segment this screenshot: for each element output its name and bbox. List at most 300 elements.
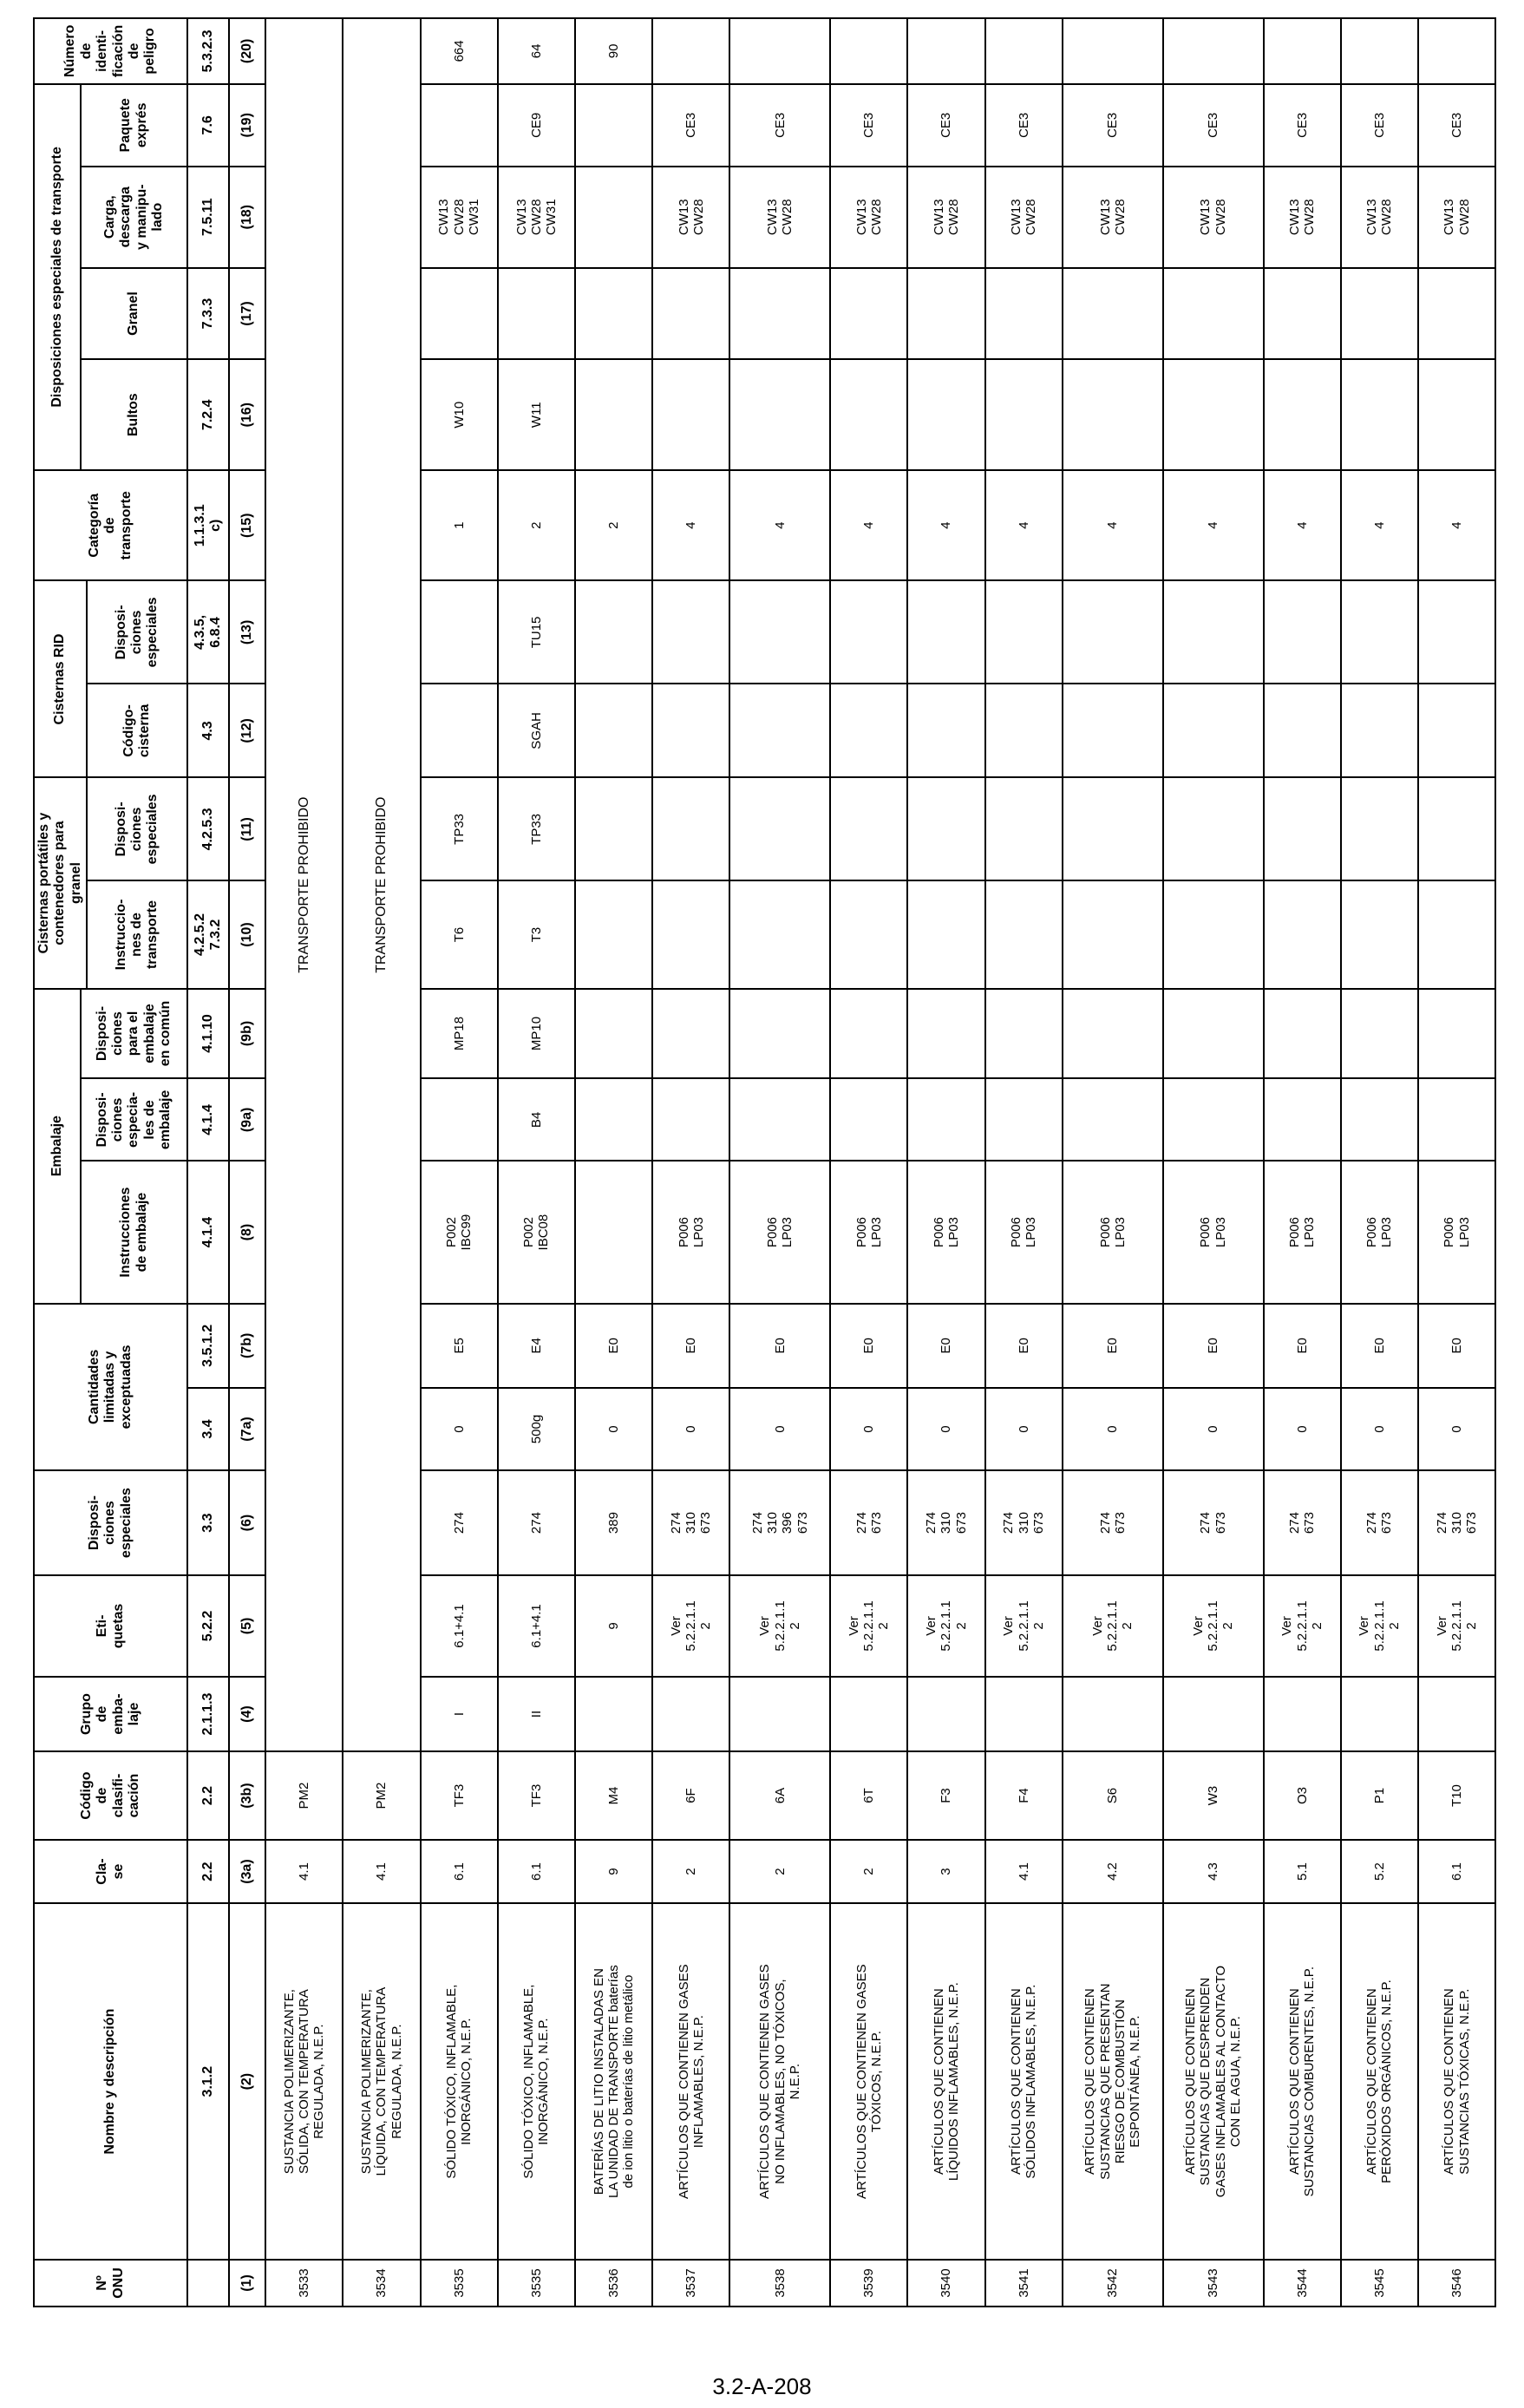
cell-c18: CW13 CW28 [830,167,907,268]
cell-etiquetas: Ver 5.2.2.1.1 2 [830,1575,907,1677]
cell-c8: P006 LP03 [907,1161,984,1303]
cell-c8: P006 LP03 [1063,1161,1163,1303]
cell-c19: CE3 [1163,84,1264,167]
cell-grupo [1418,1677,1495,1751]
header-paquete: Paquete exprés [81,84,187,167]
cell-c15: 4 [1163,470,1264,581]
cell-c15: 4 [907,470,984,581]
reference-cell: 7.6 [187,84,229,167]
page-number: 3.2-A-208 [712,2373,812,2399]
class-cell: 6.1 [498,1840,575,1903]
un-number-cell: 3533 [265,2260,343,2307]
cell-c10 [985,880,1063,988]
cell-c9a [421,1078,498,1161]
un-number-cell: 3541 [985,2260,1063,2307]
classification-code-cell: O3 [1264,1751,1341,1840]
cell-c9b [652,989,729,1079]
column-number-cell: (19) [229,84,265,167]
cell-c9a [907,1078,984,1161]
classification-code-cell: M4 [575,1751,652,1840]
cell-c12 [830,684,907,777]
cell-c7a: 0 [985,1388,1063,1470]
cell-c8: P006 LP03 [729,1161,830,1303]
cell-etiquetas: Ver 5.2.2.1.1 2 [907,1575,984,1677]
table-row [985,18,1063,2307]
cell-c16 [729,359,830,470]
cell-c7b: E0 [830,1304,907,1388]
classification-code-cell: TF3 [498,1751,575,1840]
cell-c18: CW13 CW28 [1418,167,1495,268]
header-embalaje: Embalaje [34,989,81,1304]
cell-c13: TU15 [498,581,575,684]
rotated-table-wrapper [33,17,1490,2307]
un-number-cell: 3545 [1341,2260,1418,2307]
table-row [1418,18,1495,2307]
reference-cell: 4.2.5.3 [187,777,229,880]
cell-disp: 274 673 [1063,1470,1163,1575]
cell-disp: 274 673 [830,1470,907,1575]
cell-c13 [421,581,498,684]
table-row [265,18,343,2307]
cell-c12 [1418,684,1495,777]
class-cell: 2 [729,1840,830,1903]
cell-c9a [575,1078,652,1161]
cell-c8: P006 LP03 [985,1161,1063,1303]
cell-grupo: II [498,1677,575,1751]
header-disp-cisterna: Disposi- ciones especiales [87,777,187,880]
cell-c16 [1264,359,1341,470]
header-disp-comun: Disposi- ciones para el embalaje en común [81,989,187,1079]
cell-c9b [1163,989,1264,1079]
cell-c17 [1063,268,1163,360]
cell-c9b [1264,989,1341,1079]
table-row [498,18,575,2307]
cell-disp: 274 673 [1264,1470,1341,1575]
classification-code-cell: F3 [907,1751,984,1840]
cell-c11 [1418,777,1495,880]
class-cell: 2 [830,1840,907,1903]
cell-disp: 274 310 673 [985,1470,1063,1575]
cell-c13 [830,581,907,684]
header-grupo: Grupo de emba- laje [34,1677,187,1751]
cell-c18: CW13 CW28 [1063,167,1163,268]
cell-c19: CE9 [498,84,575,167]
cell-c11 [1163,777,1264,880]
cell-etiquetas: Ver 5.2.2.1.1 2 [1063,1575,1163,1677]
cell-c20 [1163,18,1264,84]
cell-grupo [985,1677,1063,1751]
classification-code-cell: W3 [1163,1751,1264,1840]
column-number-cell: (20) [229,18,265,84]
header-instr-transporte: Instruccio- nes de transporte [87,880,187,988]
cell-c13 [1418,581,1495,684]
cell-c13 [1341,581,1418,684]
cell-c15: 4 [830,470,907,581]
cell-grupo [830,1677,907,1751]
cell-c16 [1341,359,1418,470]
reference-cell: 3.3 [187,1470,229,1575]
header-clase: Cla- se [34,1840,187,1903]
transport-prohibited-cell: TRANSPORTE PROHIBIDO [343,18,420,1751]
header-numero-peligro: Número de identi- ficación de peligro [34,18,187,84]
reference-cell: 2.1.1.3 [187,1677,229,1751]
cell-c19 [575,84,652,167]
cell-c12 [907,684,984,777]
cell-c15: 2 [575,470,652,581]
cell-c12: SGAH [498,684,575,777]
cell-c9b: MP18 [421,989,498,1079]
un-number-cell: 3534 [343,2260,420,2307]
cell-etiquetas: Ver 5.2.2.1.1 2 [729,1575,830,1677]
cell-etiquetas: 6.1+4.1 [498,1575,575,1677]
column-number-cell: (3a) [229,1840,265,1903]
cell-c9b [1418,989,1495,1079]
reference-cell: 7.5.11 [187,167,229,268]
reference-cell: 5.3.2.3 [187,18,229,84]
reference-cell: 5.2.2 [187,1575,229,1677]
table-row [575,18,652,2307]
class-cell: 4.1 [343,1840,420,1903]
cell-c16 [907,359,984,470]
column-number-cell: (7b) [229,1304,265,1388]
cell-etiquetas: Ver 5.2.2.1.1 2 [1418,1575,1495,1677]
cell-c20: 664 [421,18,498,84]
name-cell: SÓLIDO TÓXICO, INFLAMABLE, INORGÁNICO, N.E.P. [421,1903,498,2260]
cell-c19: CE3 [652,84,729,167]
cell-c17 [907,268,984,360]
class-cell: 4.3 [1163,1840,1264,1903]
cell-c17 [1264,268,1341,360]
cell-c15: 4 [1063,470,1163,581]
cell-c12 [1341,684,1418,777]
reference-cell: 4.1.10 [187,989,229,1079]
cell-c12 [1063,684,1163,777]
cell-c17 [1418,268,1495,360]
un-number-cell: 3538 [729,2260,830,2307]
column-number-cell: (3b) [229,1751,265,1840]
table-row [907,18,984,2307]
cell-c16 [985,359,1063,470]
cell-c7a: 0 [830,1388,907,1470]
cell-c13 [1264,581,1341,684]
cell-c10 [575,880,652,988]
cell-c16: W10 [421,359,498,470]
column-number-cell: (8) [229,1161,265,1303]
cell-c18: CW13 CW28 [1264,167,1341,268]
reference-cell: 4.1.4 [187,1161,229,1303]
cell-c11 [652,777,729,880]
reference-cell: 3.1.2 [187,1903,229,2260]
cell-c19 [421,84,498,167]
cell-c20 [1341,18,1418,84]
table-row [1063,18,1163,2307]
reference-cell: 2.2 [187,1751,229,1840]
cell-disp: 274 [421,1470,498,1575]
reference-cell: 4.1.4 [187,1078,229,1161]
cell-etiquetas: Ver 5.2.2.1.1 2 [1264,1575,1341,1677]
cell-c18: CW13 CW28 [1341,167,1418,268]
name-cell: SUSTANCIA POLIMERIZANTE, LÍQUIDA, CON TEMPERATURA REGULADA, N.E.P. [343,1903,420,2260]
cell-c7b: E0 [729,1304,830,1388]
cell-c10 [907,880,984,988]
cell-c9b [1341,989,1418,1079]
cell-c19: CE3 [907,84,984,167]
reference-cell: 4.3 [187,684,229,777]
cell-disp: 274 310 673 [652,1470,729,1575]
cell-c12 [575,684,652,777]
cell-c7a: 0 [421,1388,498,1470]
cell-c9b [907,989,984,1079]
name-cell: ARTÍCULOS QUE CONTIENEN GASES TÓXICOS, N.E.P. [830,1903,907,2260]
cell-c20 [729,18,830,84]
cell-c13 [575,581,652,684]
cell-c9a [1264,1078,1341,1161]
transport-prohibited-cell: TRANSPORTE PROHIBIDO [265,18,343,1751]
name-cell: BATERÍAS DE LITIO INSTALADAS EN LA UNIDAD DE TRANSPORTE baterías de ion litio o baterías de litio metálico [575,1903,652,2260]
cell-c7b: E0 [1163,1304,1264,1388]
cell-c20 [652,18,729,84]
cell-c15: 4 [652,470,729,581]
cell-grupo [1163,1677,1264,1751]
header-codigo-cisterna: Código- cisterna [87,684,187,777]
classification-code-cell: TF3 [421,1751,498,1840]
classification-code-cell: T10 [1418,1751,1495,1840]
cell-c11 [985,777,1063,880]
cell-c15: 1 [421,470,498,581]
cell-c8 [575,1161,652,1303]
cell-c17 [1341,268,1418,360]
cell-c10 [1163,880,1264,988]
cell-c20: 90 [575,18,652,84]
class-cell: 4.2 [1063,1840,1163,1903]
cell-grupo [1264,1677,1341,1751]
cell-c7b: E0 [907,1304,984,1388]
cell-c9a [1341,1078,1418,1161]
header-cisternas-portatiles: Cisternas portátiles y contenedores para granel [34,777,87,988]
column-number-cell: (9a) [229,1078,265,1161]
column-number-cell: (6) [229,1470,265,1575]
cell-grupo: I [421,1677,498,1751]
cell-c7a: 0 [1341,1388,1418,1470]
cell-c9b [729,989,830,1079]
cell-c20 [1063,18,1163,84]
cell-c20 [1264,18,1341,84]
cell-c20 [1418,18,1495,84]
cell-c11 [1264,777,1341,880]
cell-c7a: 0 [1264,1388,1341,1470]
cell-etiquetas: 9 [575,1575,652,1677]
reference-cell: 4.2.5.2 7.3.2 [187,880,229,988]
cell-c17 [652,268,729,360]
header-disposiciones: Disposi- ciones especiales [34,1470,187,1575]
cell-c8: P006 LP03 [1264,1161,1341,1303]
cell-c10 [830,880,907,988]
header-carga: Carga, descarga y manipu- lado [81,167,187,268]
cell-c9a [985,1078,1063,1161]
cell-c15: 4 [1264,470,1341,581]
classification-code-cell: 6F [652,1751,729,1840]
table-row [1264,18,1341,2307]
cell-c13 [729,581,830,684]
cell-c11 [1063,777,1163,880]
cell-c9b [1063,989,1163,1079]
cell-grupo [907,1677,984,1751]
cell-c7b: E5 [421,1304,498,1388]
reference-cell: 3.5.1.2 [187,1304,229,1388]
table-row [830,18,907,2307]
cell-c19: CE3 [1264,84,1341,167]
name-cell: ARTÍCULOS QUE CONTIENEN SÓLIDOS INFLAMABLES, N.E.P. [985,1903,1063,2260]
classification-code-cell: F4 [985,1751,1063,1840]
column-number-cell: (5) [229,1575,265,1677]
name-cell: ARTÍCULOS QUE CONTIENEN PERÓXIDOS ORGÁNICOS, N.E.P. [1341,1903,1418,2260]
cell-c16: W11 [498,359,575,470]
header-name: Nombre y descripción [34,1903,187,2260]
class-cell: 9 [575,1840,652,1903]
cell-c20 [830,18,907,84]
cell-disp: 274 673 [1163,1470,1264,1575]
table-row [1163,18,1264,2307]
cell-etiquetas: Ver 5.2.2.1.1 2 [1163,1575,1264,1677]
cell-c9a [1418,1078,1495,1161]
cell-c7a: 0 [1063,1388,1163,1470]
cell-c11 [729,777,830,880]
cell-c7a: 0 [1418,1388,1495,1470]
column-number-cell: (10) [229,880,265,988]
cell-c10: T3 [498,880,575,988]
un-number-cell: 3539 [830,2260,907,2307]
column-number-cell: (13) [229,581,265,684]
header-codigo: Código de clasifi- cación [34,1751,187,1840]
cell-c7b: E0 [1063,1304,1163,1388]
un-number-cell: 3536 [575,2260,652,2307]
dangerous-goods-table [33,17,1496,2307]
un-number-cell: 3542 [1063,2260,1163,2307]
header-onu: Nº ONU [34,2260,187,2307]
cell-c7a: 500g [498,1388,575,1470]
header-categoria: Categoría de transporte [34,470,187,581]
cell-disp: 389 [575,1470,652,1575]
class-cell: 6.1 [1418,1840,1495,1903]
classification-code-cell: 6A [729,1751,830,1840]
cell-disp: 274 [498,1470,575,1575]
cell-c10 [652,880,729,988]
cell-c18: CW13 CW28 [729,167,830,268]
cell-disp: 274 310 673 [1418,1470,1495,1575]
cell-c11: TP33 [421,777,498,880]
cell-grupo [652,1677,729,1751]
cell-grupo [729,1677,830,1751]
cell-c13 [1163,581,1264,684]
column-number-cell: (16) [229,359,265,470]
reference-row [187,18,229,2307]
column-number-cell: (7a) [229,1388,265,1470]
cell-c8: P006 LP03 [1418,1161,1495,1303]
name-cell: SUSTANCIA POLIMERIZANTE, SÓLIDA, CON TEMPERATURA REGULADA, N.E.P. [265,1903,343,2260]
column-number-cell: (11) [229,777,265,880]
classification-code-cell: PM2 [343,1751,420,1840]
cell-c20 [985,18,1063,84]
column-number-cell: (1) [229,2260,265,2307]
cell-c9b [830,989,907,1079]
cell-c17 [830,268,907,360]
header-disp-transporte: Disposiciones especiales de transporte [34,84,81,470]
cell-c16 [1418,359,1495,470]
cell-c17 [421,268,498,360]
cell-c17 [575,268,652,360]
name-cell: ARTÍCULOS QUE CONTIENEN SUSTANCIAS COMBURENTES, N.E.P. [1264,1903,1341,2260]
un-number-cell: 3535 [498,2260,575,2307]
cell-c11 [1341,777,1418,880]
cell-c9a: B4 [498,1078,575,1161]
cell-c10 [1341,880,1418,988]
cell-disp: 274 673 [1341,1470,1418,1575]
cell-c13 [985,581,1063,684]
cell-c7b: E0 [985,1304,1063,1388]
cell-c10 [1264,880,1341,988]
cell-c10 [1063,880,1163,988]
cell-c7a: 0 [907,1388,984,1470]
reference-cell: 4.3.5, 6.8.4 [187,581,229,684]
cell-c18: CW13 CW28 CW31 [421,167,498,268]
cell-c8: P006 LP03 [1341,1161,1418,1303]
cell-c11 [575,777,652,880]
column-number-cell: (4) [229,1677,265,1751]
header-disp-rid: Disposi- ciones especiales [87,581,187,684]
cell-c10 [729,880,830,988]
cell-c18 [575,167,652,268]
name-cell: ARTÍCULOS QUE CONTIENEN LÍQUIDOS INFLAMABLES, N.E.P. [907,1903,984,2260]
table-row [1341,18,1418,2307]
cell-c20 [907,18,984,84]
cell-c15: 4 [985,470,1063,581]
cell-etiquetas: Ver 5.2.2.1.1 2 [652,1575,729,1677]
table-body [187,18,1495,2307]
cell-c12 [652,684,729,777]
cell-c17 [729,268,830,360]
cell-c18: CW13 CW28 [1163,167,1264,268]
column-number-cell: (17) [229,268,265,360]
classification-code-cell: P1 [1341,1751,1418,1840]
class-cell: 2 [652,1840,729,1903]
classification-code-cell: 6T [830,1751,907,1840]
cell-c15: 4 [1341,470,1418,581]
cell-c19: CE3 [1418,84,1495,167]
classification-code-cell: PM2 [265,1751,343,1840]
cell-c17 [985,268,1063,360]
table-row [421,18,498,2307]
cell-grupo [1063,1677,1163,1751]
un-number-cell: 3537 [652,2260,729,2307]
cell-c20: 64 [498,18,575,84]
class-cell: 5.2 [1341,1840,1418,1903]
cell-c8: P006 LP03 [652,1161,729,1303]
un-number-cell: 3540 [907,2260,984,2307]
cell-c9b [985,989,1063,1079]
cell-c9a [1163,1078,1264,1161]
cell-c9b: MP10 [498,989,575,1079]
un-number-cell: 3543 [1163,2260,1264,2307]
cell-c10 [1418,880,1495,988]
name-cell: ARTÍCULOS QUE CONTIENEN GASES INFLAMABLES, N.E.P. [652,1903,729,2260]
class-cell: 5.1 [1264,1840,1341,1903]
header-granel: Granel [81,268,187,360]
header-cisternas-rid: Cisternas RID [34,581,87,778]
header-disp-embalaje: Disposi- ciones especia- les de embalaje [81,1078,187,1161]
cell-c7b: E0 [1341,1304,1418,1388]
cell-etiquetas: Ver 5.2.2.1.1 2 [985,1575,1063,1677]
cell-c12 [729,684,830,777]
